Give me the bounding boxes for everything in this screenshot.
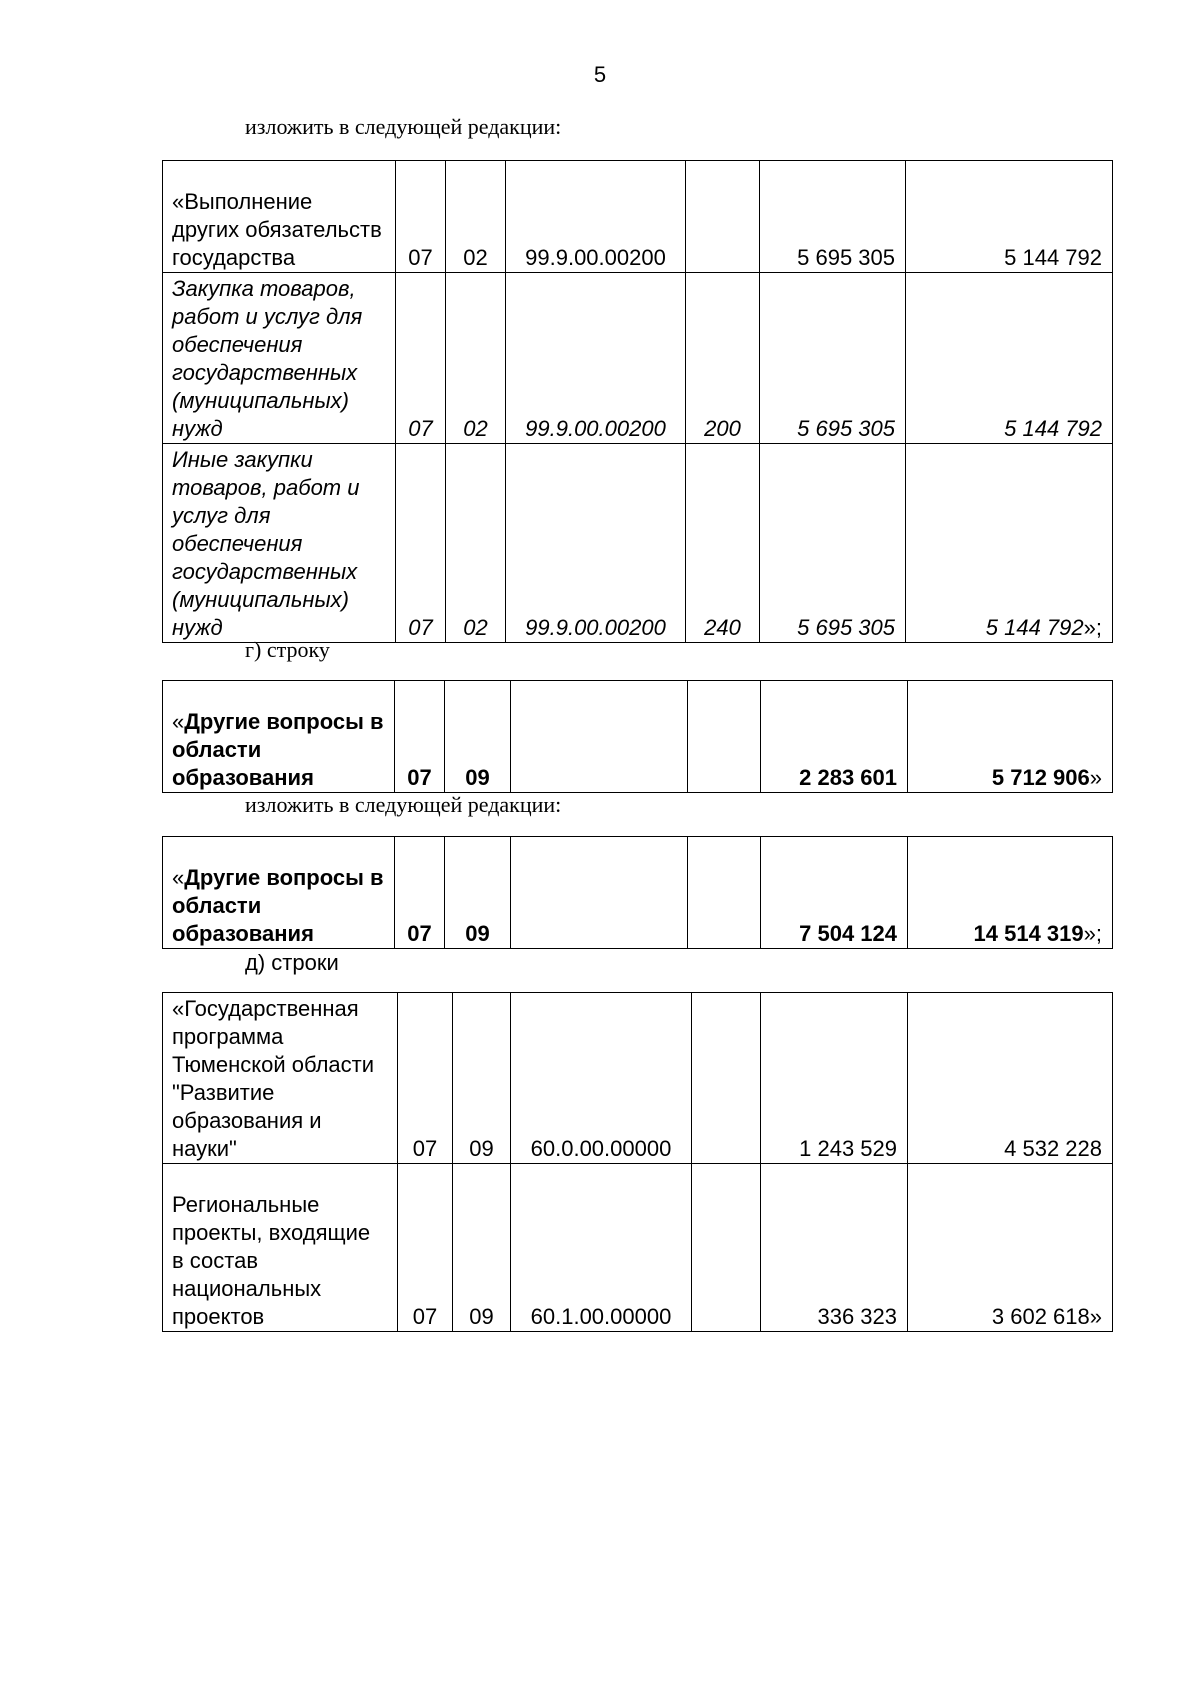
amount-2: 14 514 319»; — [908, 837, 1113, 949]
budget-table-4 — [162, 992, 1113, 1332]
subsection-code: 09 — [445, 681, 511, 793]
amount-1: 1 243 529 — [761, 993, 908, 1164]
target-article-code: 60.1.00.00000 — [511, 1164, 692, 1332]
table-row — [163, 161, 1113, 273]
paragraph-edit-instruction-2: изложить в следующей редакции: — [245, 792, 562, 817]
expense-type-code — [686, 161, 760, 273]
amount-1: 5 695 305 — [760, 444, 906, 643]
amount-2: 5 144 792 — [906, 161, 1113, 273]
paragraph-item-d: д) строки — [245, 950, 339, 975]
row-name: «Выполнение других обязательств государства — [163, 161, 396, 273]
amount-2: 4 532 228 — [908, 993, 1113, 1164]
section-code: 07 — [396, 273, 446, 444]
expense-type-code — [688, 837, 761, 949]
amount-1: 5 695 305 — [760, 161, 906, 273]
paragraph-item-g: г) строку — [245, 637, 330, 662]
target-article-code — [511, 681, 688, 793]
row-name: «Другие вопросы в области образования — [163, 681, 395, 793]
amount-1: 336 323 — [761, 1164, 908, 1332]
amount-1: 5 695 305 — [760, 273, 906, 444]
row-name: Региональные проекты, входящие в состав национальных проектов — [163, 1164, 398, 1332]
paragraph-edit-instruction: изложить в следующей редакции: — [245, 114, 562, 139]
expense-type-code: 200 — [686, 273, 760, 444]
table-row — [163, 1164, 1113, 1332]
section-code: 07 — [395, 681, 445, 793]
target-article-code: 99.9.00.00200 — [506, 444, 686, 643]
amount-1: 2 283 601 — [761, 681, 908, 793]
table-row — [163, 993, 1113, 1164]
subsection-code: 02 — [446, 444, 506, 643]
expense-type-code — [692, 1164, 761, 1332]
target-article-code: 99.9.00.00200 — [506, 273, 686, 444]
row-name: Закупка товаров, работ и услуг для обеспечения государственных (муниципальных) нужд — [163, 273, 396, 444]
amount-2: 5 712 906» — [908, 681, 1113, 793]
budget-table-3 — [162, 836, 1113, 949]
subsection-code: 02 — [446, 273, 506, 444]
table-row — [163, 837, 1113, 949]
row-name: Иные закупки товаров, работ и услуг для обеспечения государственных (муниципальных) нужд — [163, 444, 396, 643]
section-code: 07 — [398, 1164, 453, 1332]
target-article-code: 60.0.00.00000 — [511, 993, 692, 1164]
row-name: «Другие вопросы в области образования — [163, 837, 395, 949]
section-code: 07 — [395, 837, 445, 949]
section-code: 07 — [398, 993, 453, 1164]
subsection-code: 09 — [453, 1164, 511, 1332]
expense-type-code — [692, 993, 761, 1164]
table-row — [163, 273, 1113, 444]
section-code: 07 — [396, 444, 446, 643]
expense-type-code: 240 — [686, 444, 760, 643]
table-row — [163, 681, 1113, 793]
expense-type-code — [688, 681, 761, 793]
amount-2: 3 602 618» — [908, 1164, 1113, 1332]
budget-table-2 — [162, 680, 1113, 793]
subsection-code: 09 — [445, 837, 511, 949]
amount-2: 5 144 792 — [906, 273, 1113, 444]
subsection-code: 09 — [453, 993, 511, 1164]
section-code: 07 — [396, 161, 446, 273]
table-row — [163, 444, 1113, 643]
row-name: «Государственная программа Тюменской области "Развитие образования и науки" — [163, 993, 398, 1164]
amount-2: 5 144 792»; — [906, 444, 1113, 643]
subsection-code: 02 — [446, 161, 506, 273]
page-number: 5 — [593, 62, 607, 87]
amount-1: 7 504 124 — [761, 837, 908, 949]
target-article-code: 99.9.00.00200 — [506, 161, 686, 273]
budget-table-1 — [162, 160, 1113, 643]
target-article-code — [511, 837, 688, 949]
